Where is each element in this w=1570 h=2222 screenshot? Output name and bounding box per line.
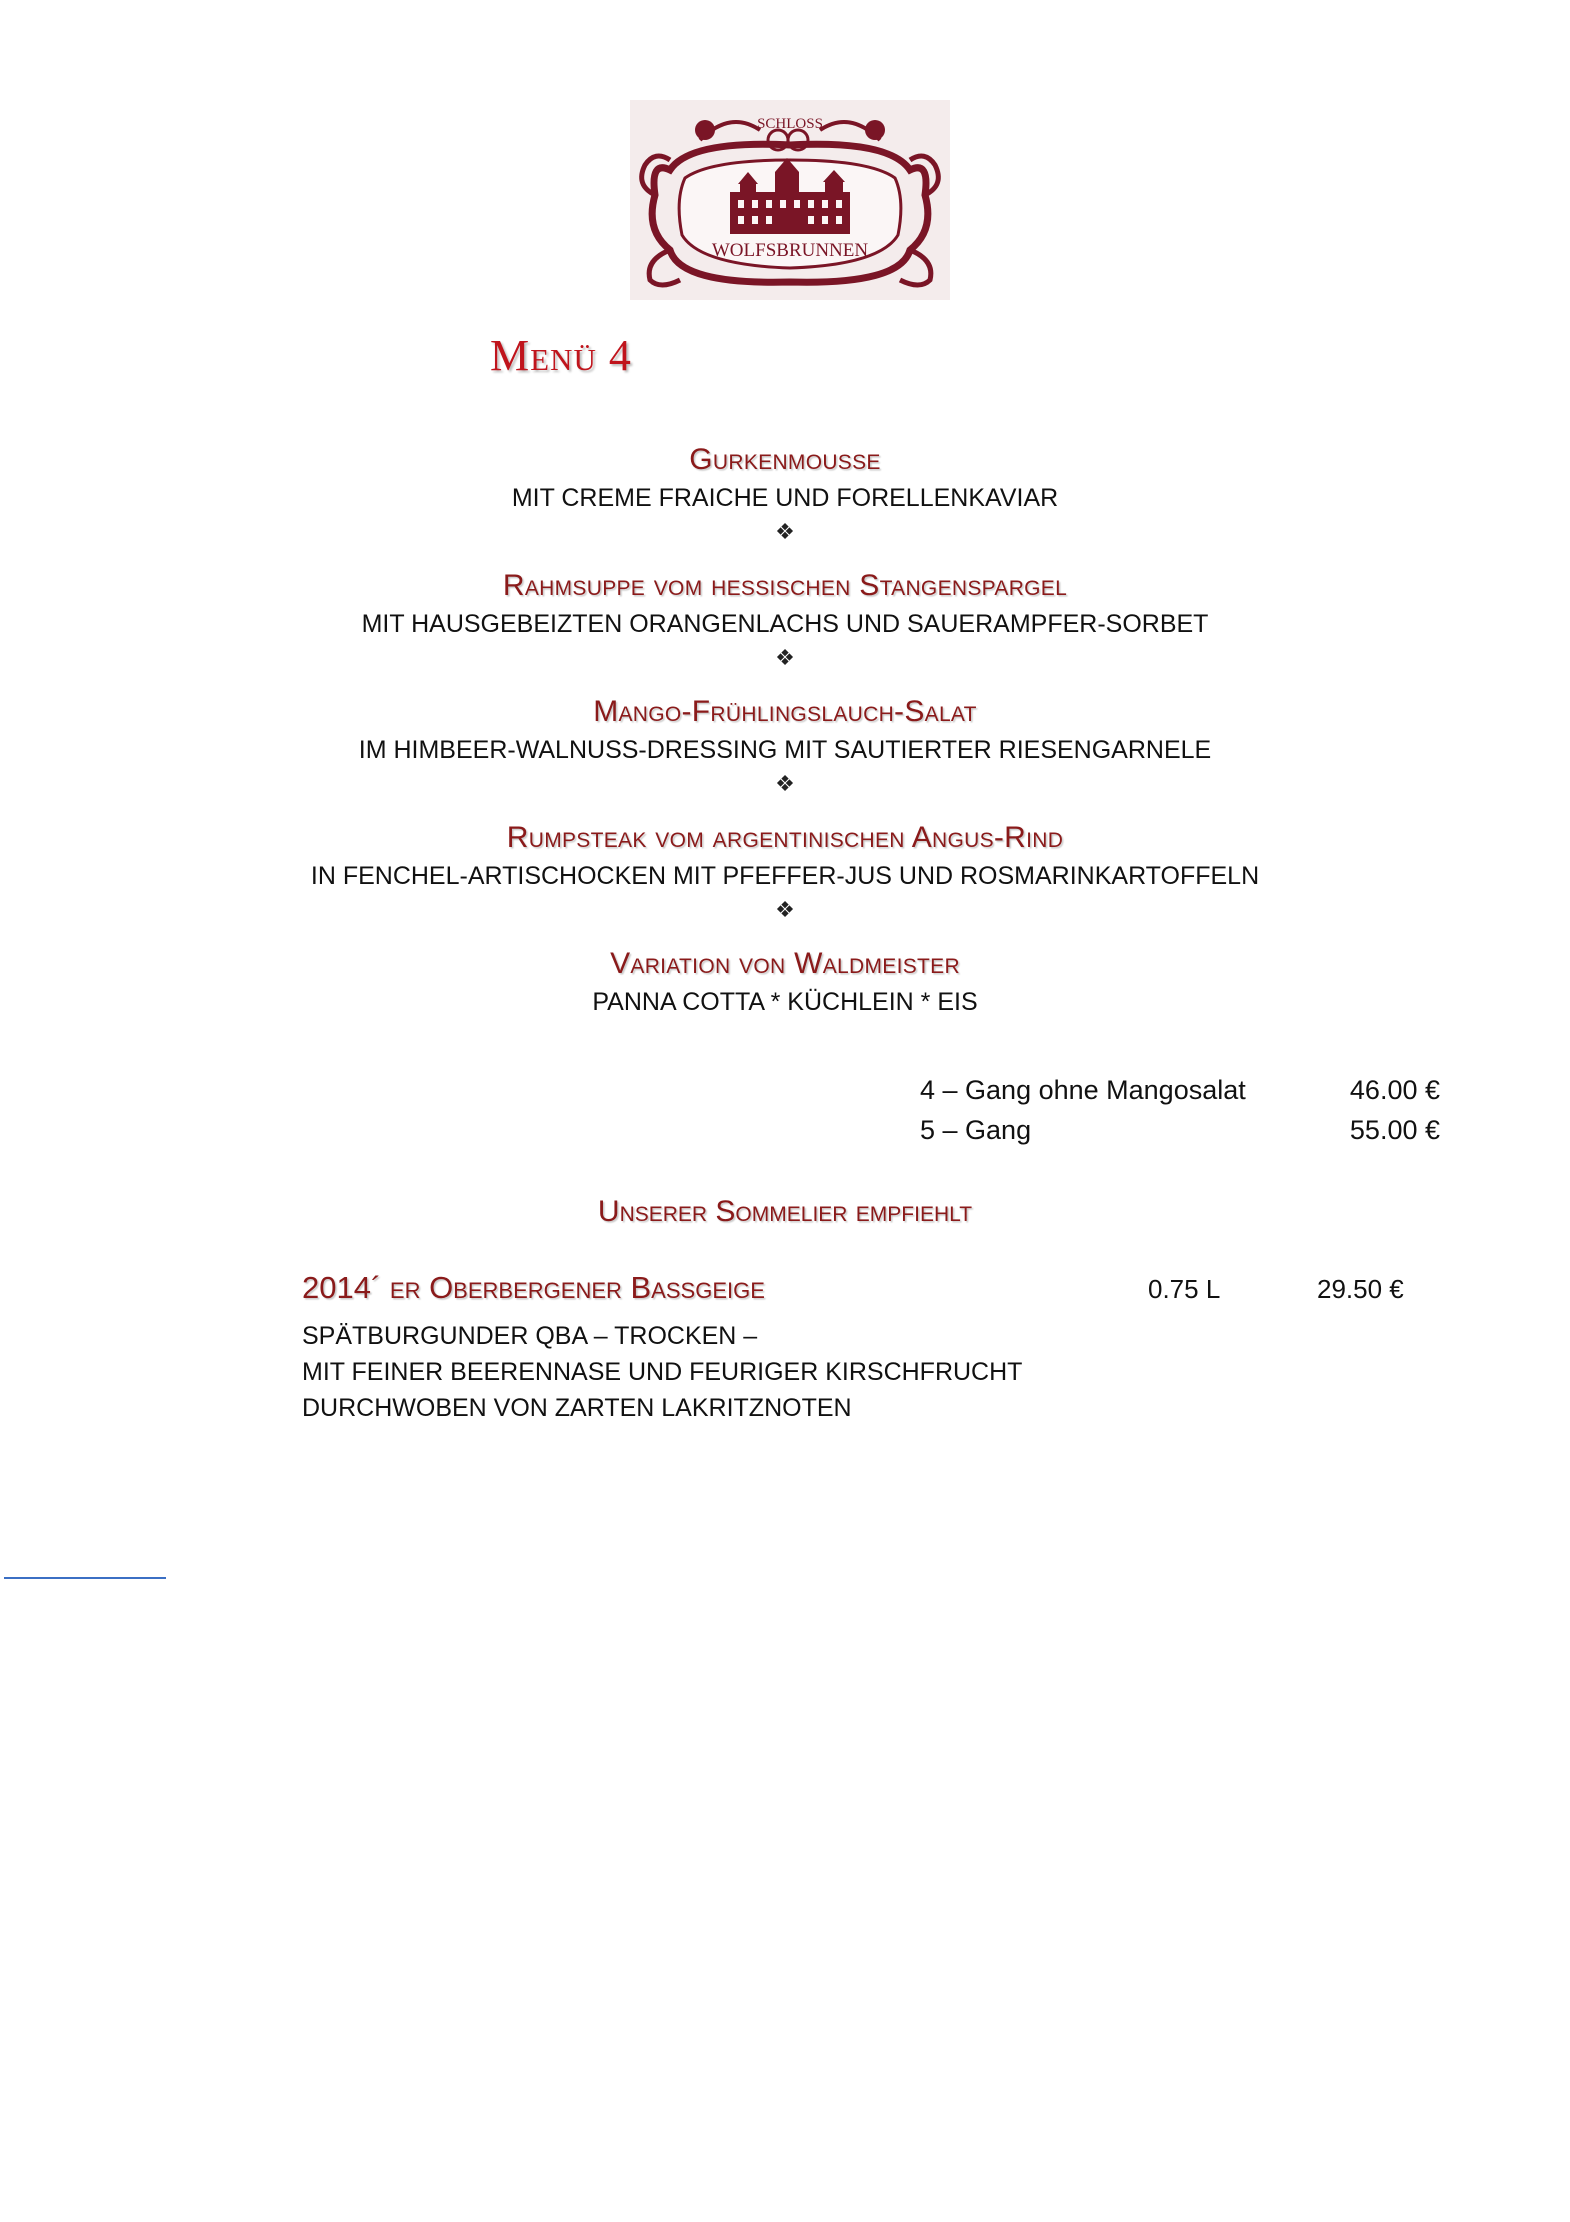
logo-name-text: WOLFSBRUNNEN	[711, 240, 869, 261]
price-label: 4 – Gang ohne Mangosalat	[920, 1075, 1246, 1105]
wine-header	[302, 1270, 1442, 1314]
course-name: Gurkenmousse	[689, 443, 881, 476]
course-description: IM HIMBEER-WALNUSS-DRESSING MIT SAUTIERTER RIESENGARNELE	[358, 736, 1212, 764]
diamond-separator-icon: ❖	[775, 771, 795, 796]
course-item	[0, 944, 1570, 1020]
course-name: Variation von Waldmeister	[610, 947, 960, 980]
course-description: MIT HAUSGEBEIZTEN ORANGENLACHS UND SAUERAMPFER-SORBET	[361, 610, 1209, 638]
price-row	[920, 1070, 1440, 1110]
course-item	[0, 692, 1570, 818]
menu-title: Menü 4	[490, 331, 632, 380]
wine-description	[302, 1318, 1442, 1426]
wine-volume: 0.75 L	[1148, 1274, 1221, 1304]
price-value: 55.00 €	[1349, 1115, 1440, 1145]
schloss-wolfsbrunnen-logo	[630, 100, 950, 300]
wine-description-line: MIT FEINER BEERENNASE UND FEURIGER KIRSCHFRUCHT	[302, 1358, 1023, 1386]
course-description: MIT CREME FRAICHE UND FORELLENKAVIAR	[511, 484, 1059, 512]
course-list	[0, 440, 1570, 1020]
course-item	[0, 818, 1570, 944]
wine-price: 29.50 €	[1317, 1274, 1404, 1304]
sommelier-heading: Unserer Sommelier empfiehlt	[597, 1195, 973, 1228]
course-description: PANNA COTTA * KÜCHLEIN * EIS	[592, 988, 978, 1016]
diamond-separator-icon: ❖	[775, 645, 795, 670]
course-name: Rahmsuppe vom hessischen Stangenspargel	[502, 569, 1068, 602]
logo-top-text: SCHLOSS	[757, 116, 823, 132]
wine-recommendation	[302, 1270, 1442, 1426]
hyperlink-underline[interactable]	[4, 1577, 166, 1579]
course-item	[0, 440, 1570, 566]
wine-description-line: DURCHWOBEN VON ZARTEN LAKRITZNOTEN	[302, 1394, 852, 1422]
price-list	[920, 1070, 1440, 1150]
price-label: 5 – Gang	[920, 1115, 1032, 1145]
diamond-separator-icon: ❖	[775, 897, 795, 922]
price-value: 46.00 €	[1349, 1075, 1440, 1105]
course-item	[0, 566, 1570, 692]
course-name: Mango-Frühlingslauch-Salat	[593, 695, 977, 728]
course-name: Rumpsteak vom argentinischen Angus-Rind	[506, 821, 1064, 854]
wine-description-line: SPÄTBURGUNDER QBA – TROCKEN –	[302, 1322, 758, 1350]
logo-emblem	[630, 100, 950, 300]
price-row	[920, 1110, 1440, 1150]
diamond-separator-icon: ❖	[775, 519, 795, 544]
course-description: IN FENCHEL-ARTISCHOCKEN MIT PFEFFER-JUS UND ROSMARINKARTOFFELN	[310, 862, 1260, 890]
wine-name: 2014´ er Oberbergener Bassgeige	[302, 1270, 765, 1305]
